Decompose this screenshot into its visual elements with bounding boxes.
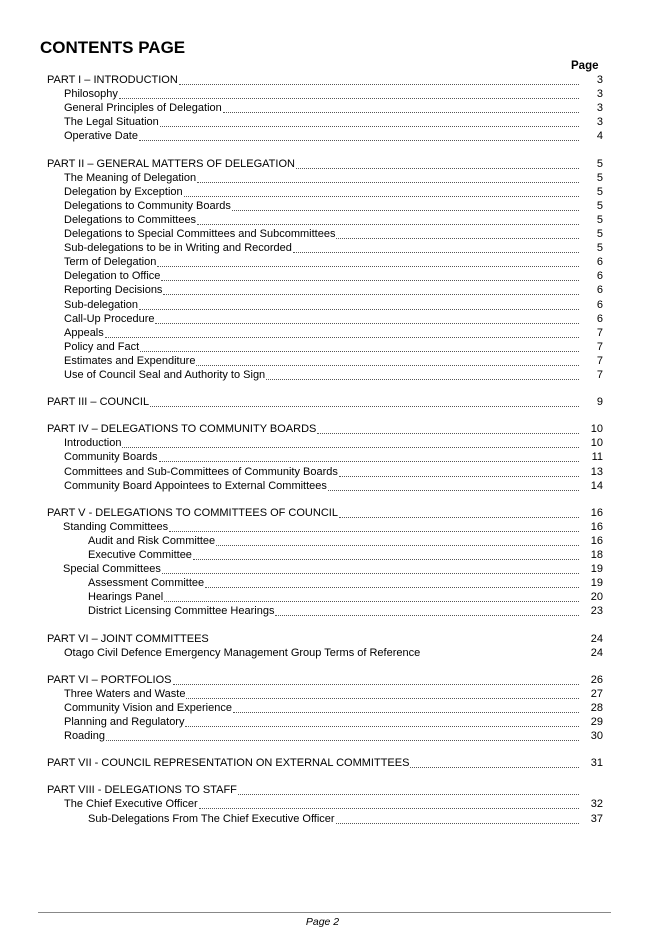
toc-entry-label: Otago Civil Defence Emergency Management Group Terms of Reference xyxy=(64,646,421,659)
toc-page-number: 32 xyxy=(590,798,603,811)
page-column-header: Page xyxy=(571,60,599,72)
toc-leader-dots xyxy=(164,600,579,602)
toc-page-number: 24 xyxy=(590,646,603,659)
toc-entry xyxy=(64,100,603,115)
toc-page-number: 13 xyxy=(590,465,603,478)
toc-leader-dots xyxy=(161,279,579,281)
toc-page-number: 10 xyxy=(590,423,603,436)
toc-page-number: 5 xyxy=(596,185,603,198)
toc-leader-dots xyxy=(193,558,579,560)
toc-entry-label: Planning and Regulatory xyxy=(64,716,185,728)
toc-entry xyxy=(47,782,603,797)
toc-entry xyxy=(64,325,603,340)
toc-entry-label: General Principles of Delegation xyxy=(64,102,222,115)
toc-leader-dots xyxy=(275,614,579,616)
toc-leader-dots xyxy=(185,725,579,727)
toc-leader-dots xyxy=(169,530,579,532)
toc-entry-label: Assessment Committee xyxy=(88,577,205,590)
toc-leader-dots xyxy=(216,544,579,546)
toc-leader-dots xyxy=(336,237,579,239)
toc-page-number: 6 xyxy=(596,284,603,297)
toc-page-number: 23 xyxy=(590,605,603,618)
toc-page-number: 5 xyxy=(596,242,603,255)
toc-entry-label: PART I – INTRODUCTION xyxy=(47,74,178,86)
toc-leader-dots xyxy=(336,822,579,824)
toc-leader-dots xyxy=(139,139,579,141)
toc-entry xyxy=(64,645,603,660)
toc-leader-dots xyxy=(328,489,579,491)
toc-entry-label: Appeals xyxy=(64,326,104,339)
toc-entry-label: Audit and Risk Committee xyxy=(88,534,216,547)
toc-entry xyxy=(64,367,603,382)
toc-leader-dots xyxy=(205,586,579,588)
toc-page-number: 37 xyxy=(590,812,603,825)
toc-page-number: 6 xyxy=(596,312,603,325)
toc-page-number: 31 xyxy=(590,757,603,770)
toc-leader-dots xyxy=(160,125,579,127)
toc-leader-dots xyxy=(223,111,579,113)
toc-page-number: 6 xyxy=(596,256,603,269)
toc-leader-dots xyxy=(140,350,579,352)
toc-entry-label: Special Committees xyxy=(63,563,161,576)
toc-page-number: 7 xyxy=(596,340,603,353)
toc-entry-label: PART VII - COUNCIL REPRESENTATION ON EXTERNAL COMMITTEES xyxy=(47,757,410,770)
toc-leader-dots xyxy=(266,378,579,380)
toc-entry xyxy=(47,421,603,436)
toc-entry-label: Delegations to Committees xyxy=(64,213,197,226)
toc-leader-dots xyxy=(339,516,579,518)
toc-page-number: 7 xyxy=(596,326,603,339)
toc-leader-dots xyxy=(157,265,579,267)
toc-entry xyxy=(88,603,603,618)
toc-entry xyxy=(88,575,603,590)
toc-entry xyxy=(64,478,603,493)
toc-entry-label: Committees and Sub-Committees of Community Boards xyxy=(64,465,338,478)
toc-page-number: 3 xyxy=(596,74,603,86)
toc-entry xyxy=(88,589,603,604)
toc-entry xyxy=(88,547,603,562)
toc-leader-dots xyxy=(293,251,579,253)
toc-page-number: 16 xyxy=(590,506,603,519)
toc-page-number: 3 xyxy=(596,102,603,115)
toc-entry xyxy=(47,505,603,520)
toc-leader-dots xyxy=(232,209,579,211)
toc-leader-dots xyxy=(122,446,579,448)
toc-leader-dots xyxy=(296,167,579,169)
toc-entry-label: Call-Up Procedure xyxy=(64,312,155,325)
toc-entry-label: PART III – COUNCIL xyxy=(47,396,150,409)
toc-entry-label: PART IV – DELEGATIONS TO COMMUNITY BOARDS xyxy=(47,423,317,436)
toc-page-number: 6 xyxy=(596,298,603,311)
toc-entry-label: Estimates and Expenditure xyxy=(64,354,196,367)
toc-entry xyxy=(47,672,603,687)
toc-entry xyxy=(64,339,603,354)
toc-entry xyxy=(64,728,603,743)
toc-page-number: 28 xyxy=(590,701,603,714)
toc-entry-label: The Legal Situation xyxy=(64,116,159,129)
toc-entry xyxy=(64,240,603,255)
toc-entry xyxy=(64,198,603,213)
toc-leader-dots xyxy=(119,97,579,99)
toc-page-number: 30 xyxy=(590,730,603,743)
toc-leader-dots xyxy=(210,643,579,644)
toc-leader-dots xyxy=(410,766,579,768)
toc-entry xyxy=(63,519,603,534)
toc-page-number: 16 xyxy=(590,534,603,547)
toc-entry-label: Term of Delegation xyxy=(64,256,157,269)
toc-entry-label: Introduction xyxy=(64,437,122,450)
toc-leader-dots xyxy=(197,181,579,183)
toc-entry xyxy=(88,811,603,826)
page-title: CONTENTS PAGE xyxy=(40,38,186,57)
toc-entry xyxy=(47,631,603,646)
toc-entry-label: Delegations to Community Boards xyxy=(64,199,231,212)
toc-page-number: 29 xyxy=(590,716,603,728)
toc-entry-label: Delegation to Office xyxy=(64,270,161,283)
toc-entry xyxy=(47,156,603,171)
toc-leader-dots xyxy=(317,432,579,434)
toc-entry-label: PART V - DELEGATIONS TO COMMITTEES OF COUNCIL xyxy=(47,506,338,519)
toc-leader-dots xyxy=(233,711,579,713)
toc-page-number: 14 xyxy=(590,479,603,492)
toc-leader-dots xyxy=(196,364,579,366)
toc-page-number: 20 xyxy=(590,591,603,604)
toc-leader-dots xyxy=(173,683,579,685)
toc-page-number: 7 xyxy=(596,369,603,381)
toc-entry-label: Delegations to Special Committees and Subcommittees xyxy=(64,228,336,240)
toc-entry xyxy=(64,435,603,450)
toc-entry-label: Reporting Decisions xyxy=(64,284,163,297)
toc-entry xyxy=(64,353,603,368)
toc-page-number: 6 xyxy=(596,270,603,283)
toc-entry-label: Philosophy xyxy=(64,88,118,101)
toc-entry-label: Sub-delegations to be in Writing and Recorded xyxy=(64,242,292,255)
toc-page-number: 26 xyxy=(590,673,603,686)
toc-entry xyxy=(64,86,603,101)
toc-entry-label: Operative Date xyxy=(64,130,138,143)
toc-entry-label: PART VI – PORTFOLIOS xyxy=(47,673,172,686)
toc-page-number: 5 xyxy=(596,213,603,226)
toc-page-number: 27 xyxy=(590,687,603,700)
toc-entry xyxy=(63,561,603,576)
toc-entry-label: Sub-Delegations From The Chief Executive Officer xyxy=(88,812,335,825)
toc-entry-label: Community Vision and Experience xyxy=(64,701,232,714)
toc-entry xyxy=(64,464,603,479)
toc-leader-dots xyxy=(238,793,579,795)
toc-entry xyxy=(64,686,603,701)
toc-page-number: 19 xyxy=(590,563,603,576)
toc-leader-dots xyxy=(421,657,579,658)
toc-entry-label: Use of Council Seal and Authority to Sign xyxy=(64,369,266,381)
toc-entry xyxy=(64,268,603,283)
toc-leader-dots xyxy=(139,308,579,310)
toc-entry xyxy=(64,714,603,729)
toc-leader-dots xyxy=(155,322,579,324)
toc-entry xyxy=(64,282,603,297)
footer-divider xyxy=(38,912,611,913)
toc-entry-label: Hearings Panel xyxy=(88,591,164,604)
toc-entry-label: Community Board Appointees to External Committees xyxy=(64,479,327,492)
toc-entry xyxy=(64,700,603,715)
toc-entry xyxy=(64,449,603,464)
toc-entry xyxy=(47,755,603,770)
toc-leader-dots xyxy=(179,83,579,85)
toc-page-number: 16 xyxy=(590,520,603,533)
toc-entry-label: Three Waters and Waste xyxy=(64,687,186,700)
toc-page-number: 7 xyxy=(596,354,603,367)
toc-entry xyxy=(88,533,603,548)
toc-page-number: 3 xyxy=(596,116,603,129)
toc-leader-dots xyxy=(105,336,579,338)
toc-page-number: 19 xyxy=(590,577,603,590)
toc-leader-dots xyxy=(197,223,579,225)
page-footer: Page 2 xyxy=(305,916,340,928)
toc-entry xyxy=(64,128,603,143)
toc-page-number: 5 xyxy=(596,157,603,170)
toc-entry xyxy=(64,184,603,199)
toc-entry xyxy=(64,226,603,241)
toc-entry-label: The Meaning of Delegation xyxy=(64,171,197,184)
toc-page-number: 18 xyxy=(590,549,603,561)
toc-entry-label: Community Boards xyxy=(64,451,158,464)
toc-entry xyxy=(64,212,603,227)
toc-page-number: 5 xyxy=(596,199,603,212)
toc-page-number: 24 xyxy=(590,632,603,645)
toc-entry xyxy=(64,254,603,269)
toc-entry-label: District Licensing Committee Hearings xyxy=(88,605,275,618)
toc-entry xyxy=(64,297,603,312)
toc-entry xyxy=(64,170,603,185)
toc-entry xyxy=(64,114,603,129)
toc-entry-label: Roading xyxy=(64,730,105,743)
toc-entry-label: Policy and Fact xyxy=(64,340,140,353)
toc-leader-dots xyxy=(339,475,579,477)
toc-leader-dots xyxy=(150,405,579,407)
toc-page-number: 5 xyxy=(596,228,603,240)
toc-entry-label: Standing Committees xyxy=(63,520,169,533)
toc-entry xyxy=(47,72,603,87)
toc-page-number: 3 xyxy=(596,88,603,101)
toc-page-number: 5 xyxy=(596,171,603,184)
toc-entry-label: PART VI – JOINT COMMITTEES xyxy=(47,632,209,645)
toc-entry-label: The Chief Executive Officer xyxy=(64,798,198,811)
toc-page-number: 11 xyxy=(591,451,603,464)
toc-entry-label: PART II – GENERAL MATTERS OF DELEGATION xyxy=(47,157,295,170)
toc-page-number: 10 xyxy=(590,437,603,450)
toc-leader-dots xyxy=(106,739,579,741)
toc-entry-label: PART VIII - DELEGATIONS TO STAFF xyxy=(47,784,237,797)
toc-entry xyxy=(64,311,603,326)
toc-leader-dots xyxy=(159,460,579,462)
toc-leader-dots xyxy=(162,572,579,574)
toc-entry xyxy=(47,394,603,409)
toc-page-number: 4 xyxy=(596,130,603,143)
toc-leader-dots xyxy=(186,697,579,699)
toc-entry-label: Sub-delegation xyxy=(64,298,139,311)
toc-page-number: 9 xyxy=(596,396,603,409)
toc-entry xyxy=(64,796,603,811)
toc-leader-dots xyxy=(199,807,579,809)
toc-entry-label: Executive Committee xyxy=(88,549,192,561)
toc-leader-dots xyxy=(163,293,579,295)
toc-leader-dots xyxy=(184,195,579,197)
toc-entry-label: Delegation by Exception xyxy=(64,185,183,198)
